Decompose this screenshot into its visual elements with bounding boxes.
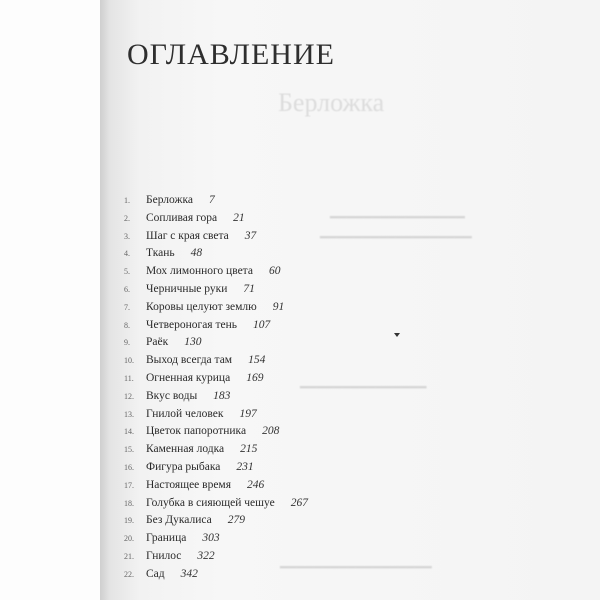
chapter-number: 20. [124,534,134,544]
chapter-number: 10. [124,356,134,366]
chapter-title: Четвероногая тень [146,318,237,331]
chapter-page-number: 154 [248,354,266,367]
toc-entry [124,245,484,263]
chapter-page-number: 7 [208,194,215,206]
chapter-number: 16. [124,462,134,472]
toc-entry [124,530,484,548]
toc-entry [124,192,484,210]
chapter-title: Шаг с края света [146,229,229,242]
toc-entry [124,441,484,459]
chapter-number: 22. [124,569,134,579]
chapter-title: Голубка в сияющей чешуе [146,496,275,509]
chapter-number: 8. [124,320,130,330]
chapter-page-number: 208 [262,425,280,438]
chapter-number: 14. [124,427,134,437]
page-title: ОГЛАВЛЕНИЕ [127,38,335,71]
chapter-page-number: 267 [290,496,308,509]
chapter-title: Выход всегда там [146,354,233,367]
chapter-page-number: 231 [236,460,254,473]
toc-entry [124,388,484,406]
chapter-page-number: 169 [246,371,264,384]
chapter-title: Гнилос [146,549,182,562]
chapter-number: 6. [124,284,130,294]
chapter-number: 19. [124,516,134,526]
chapter-title: Сад [146,567,165,580]
chapter-page-number: 48 [190,247,203,260]
toc-entry [124,566,484,584]
chapter-title: Без Дукалиса [146,514,212,527]
chapter-number: 18. [124,498,134,508]
chapter-number: 13. [124,409,134,419]
toc-entry [124,299,484,317]
chapter-title: Цветок папоротника [146,425,247,438]
bleed-through-text: ━━━━━━━━━━━━━━━━━━ [280,561,432,576]
toc-entry [124,263,484,281]
chapter-number: 15. [124,445,134,455]
toc-entry [124,334,484,352]
chapter-title: Гнилой человек [146,407,224,420]
toc-entry [124,352,484,370]
chapter-page-number: 91 [272,300,285,313]
chapter-title: Граница [146,532,187,545]
chapter-number: 21. [124,551,134,561]
bleed-through-text: ━━━━━━━━━━━━━━━━━━ [320,231,472,246]
chapter-page-number: 107 [253,318,271,331]
bleed-through-text: Берложка [278,88,385,117]
chapter-title: Мох лимонного цвета [146,265,253,278]
page-mark [394,333,400,337]
chapter-number: 3. [124,231,130,241]
chapter-title: Черничные руки [146,282,228,295]
chapter-title: Раёк [146,336,169,349]
chapter-page-number: 246 [247,478,265,491]
chapter-page-number: 303 [202,532,220,545]
chapter-page-number: 322 [197,549,215,562]
toc-entry [124,406,484,424]
chapter-page-number: 279 [227,514,245,527]
toc-entry [124,370,484,388]
toc-entry [124,281,484,299]
chapter-page-number: 183 [213,389,231,402]
chapter-page-number: 21 [233,211,245,224]
toc-entry [124,210,484,228]
toc-entry [124,477,484,495]
chapter-title: Коровы целуют землю [146,300,257,313]
chapter-number: 1. [124,196,130,205]
toc-entry [124,423,484,441]
chapter-title: Настоящее время [146,478,231,491]
chapter-number: 5. [124,267,130,277]
table-of-contents [124,192,484,584]
chapter-number: 12. [124,391,134,401]
toc-entry [124,459,484,477]
chapter-page-number: 37 [244,229,257,242]
chapter-number: 4. [124,249,130,259]
chapter-page-number: 130 [184,336,202,349]
toc-entry [124,548,484,566]
toc-entry [124,495,484,513]
chapter-number: 11. [124,373,134,383]
chapter-number: 2. [124,213,130,223]
chapter-page-number: 60 [268,265,281,278]
bleed-through-text: ━━━━━━━━━━━━━━━ [300,381,427,396]
chapter-number: 7. [124,302,130,312]
chapter-page-number: 197 [239,407,257,420]
chapter-title: Фигура рыбака [146,460,221,473]
chapter-title: Вкус воды [146,389,198,402]
chapter-title: Ткань [146,247,175,260]
chapter-page-number: 71 [243,282,255,295]
chapter-title: Сопливая гора [146,211,218,224]
chapter-title: Берложка [146,194,193,206]
toc-entry [124,512,484,530]
chapter-title: Каменная лодка [146,443,225,456]
chapter-number: 17. [124,480,134,490]
bleed-through-text: ━━━━━━━━━━━━━━━━ [330,211,465,226]
chapter-number: 9. [124,338,130,348]
chapter-title: Огненная курица [146,371,231,384]
chapter-page-number: 342 [180,567,198,580]
chapter-page-number: 215 [240,443,258,456]
toc-entry [124,317,484,335]
toc-entry [124,228,484,246]
